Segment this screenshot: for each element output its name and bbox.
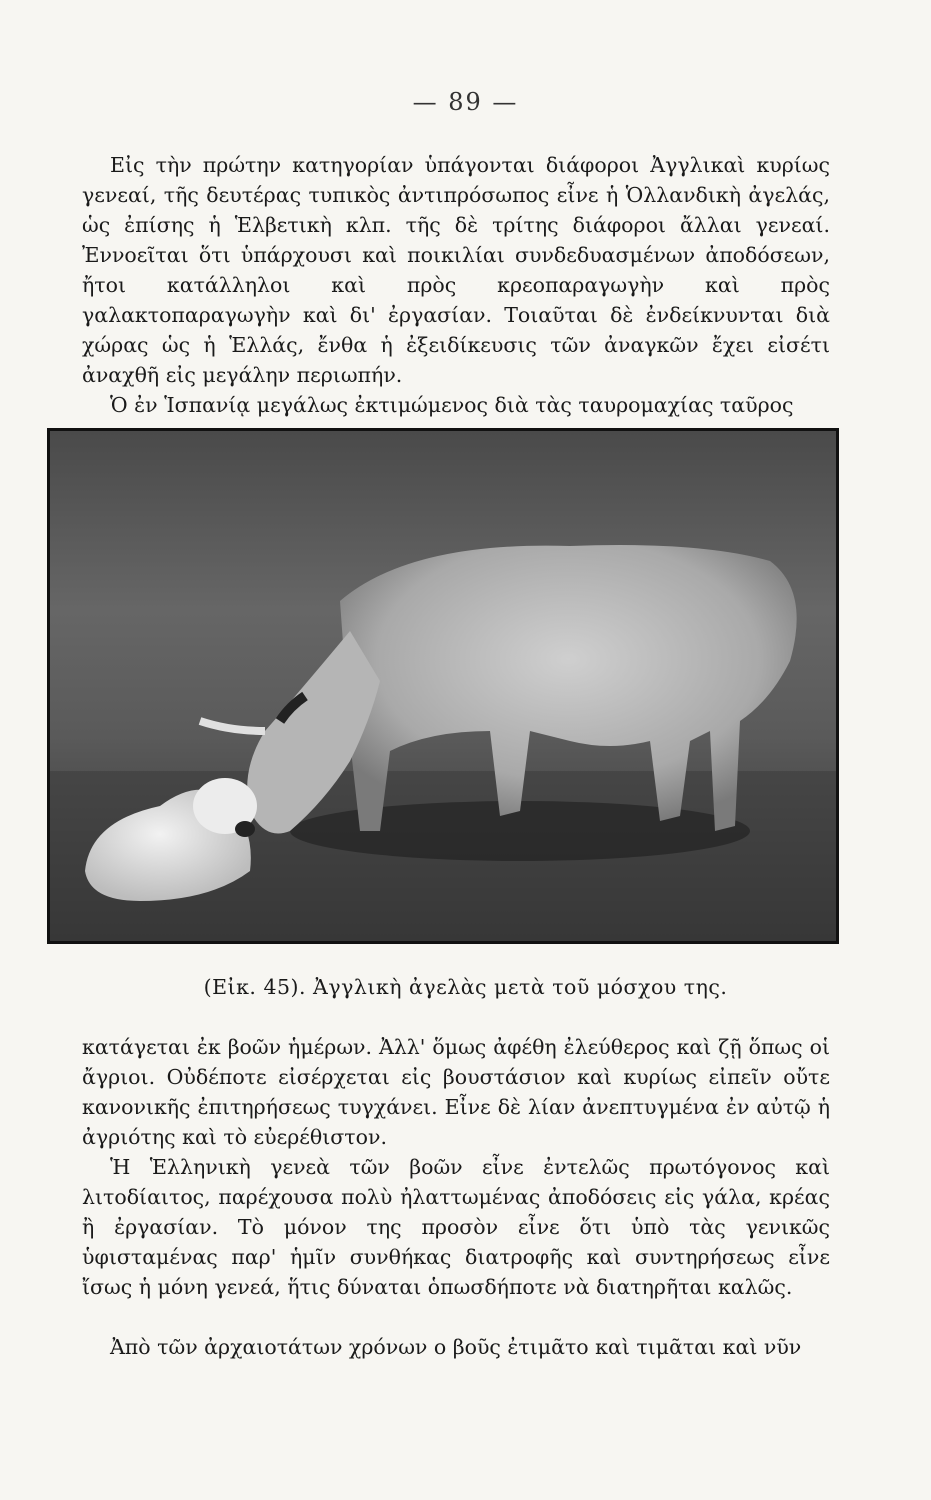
cow-horn (200, 721, 265, 731)
paragraph: Ἡ Ἑλληνικὴ γενεὰ τῶν βοῶν εἶνε ἐντελῶς πρωτόγονος καὶ λιτοδίαιτος, παρέχουσα πολὺ ἠλαττωμένας ἀποδόσεις εἰς γάλα, κρέας ἢ ἐργασίαν. Τὸ μόνον της προσὸν εἶνε ὅτι ὑπὸ τὰς γενικῶς ὑφισταμένας παρ' ἡμῖν συνθήκας διατροφῆς καὶ συντηρήσεως εἶνε ἴσως ἡ μόνη γενεά, ἥτις δύναται ὁπωσδήποτε νὰ διατηρῆται καλῶς. (82, 1155, 830, 1299)
calf-muzzle (235, 821, 255, 837)
cow-photograph (47, 428, 839, 944)
paragraph: Εἰς τὴν πρώτην κατηγορίαν ὑπάγονται διάφοροι Ἀγγλικαὶ κυρίως γενεαί, τῆς δευτέρας τυπικὸς ἀντιπρόσωπος εἶνε ἡ Ὁλλανδικὴ ἀγελάς, ὡς ἐπίσης ἡ Ἑλβετικὴ κλπ. τῆς δὲ τρίτης διάφοροι ἄλλαι γενεαί. Ἐννοεῖται ὅτι ὑπάρχουσι καὶ ποικιλίαι συνδεδυασμένων ἀποδόσεων, ἤτοι κατάλληλοι καὶ πρὸς κρεοπαραγωγὴν καὶ πρὸς γαλακτοπαραγωγὴν καὶ δι' ἐργασίαν. Τοιαῦται δὲ ἐνδείκνυνται διὰ χώρας ὡς ἡ Ἑλλάς, ἔνθα ἡ ἐξειδίκευσις τῶν ἀναγκῶν ἔχει εἰσέτι ἀναχθῆ εἰς μεγάλην περιωπήν. (82, 153, 830, 387)
figure-caption: (Εἰκ. 45). Ἀγγλικὴ ἀγελὰς μετὰ τοῦ μόσχου της. (203, 975, 728, 999)
last-line: Ἀπὸ τῶν ἀρχαιοτάτων χρόνων ο βοῦς ἐτιμᾶτο καὶ τιμᾶται καὶ νῦν (110, 1335, 802, 1359)
top-text-block (82, 150, 830, 420)
paragraph: κατάγεται ἐκ βοῶν ἡμέρων. Ἀλλ' ὅμως ἀφέθη ἐλεύθερος καὶ ζῇ ὅπως οἱ ἄγριοι. Οὐδέποτε εἰσέρχεται εἰς βουστάσιον καὶ κυρίως εἰπεῖν οὔτε κανονικῆς ἐπιτηρήσεως τυγχάνει. Εἶνε δὲ λίαν ἀνεπτυγμένα ἐν αὐτῷ ἡ ἀγριότης καὶ τὸ εὐερέθιστον. (82, 1035, 830, 1149)
bottom-text-block (82, 1032, 830, 1302)
page-number: — 89 — (412, 88, 519, 116)
cow-and-calf-illustration (50, 431, 836, 941)
paragraph: Ὁ ἐν Ἱσπανίᾳ μεγάλως ἐκτιμώμενος διὰ τὰς ταυρομαχίας ταῦρος (110, 393, 794, 417)
